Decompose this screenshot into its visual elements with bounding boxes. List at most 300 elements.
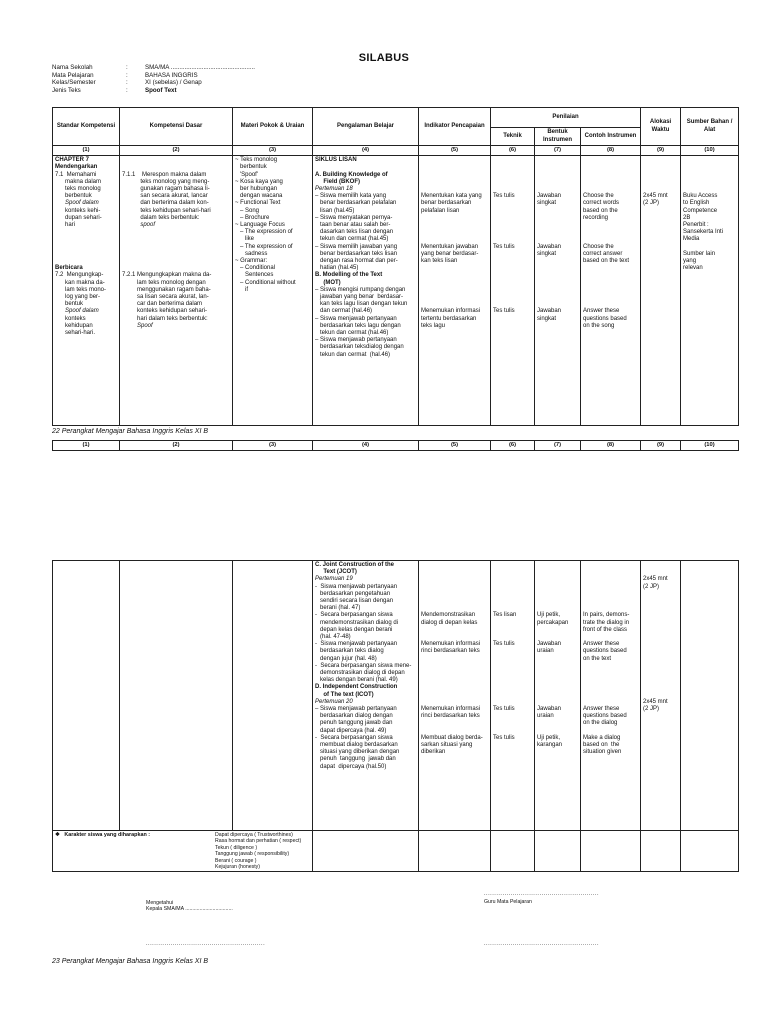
- cell-line: questions based: [583, 315, 627, 322]
- signature-left: [146, 900, 233, 913]
- mengetahui-label: Mengetahui: [146, 900, 174, 906]
- cell-line: [421, 627, 488, 634]
- cell-line: Sansekerta Inti: [683, 229, 724, 236]
- cell-line: – Siswa menjawab pertanyaan: [315, 315, 397, 322]
- cell-line: sehari-hari.: [55, 330, 96, 337]
- cell-line: Pertemuan 18: [315, 186, 353, 193]
- kepala-sekolah-label: Kepala SMA/MA .................................: [146, 906, 233, 913]
- cell-line: if: [235, 286, 249, 293]
- cell-line: - Secara berpasangan siswa: [315, 612, 393, 619]
- header-sumber-bahan: Sumber Bahan / Alat: [681, 108, 739, 146]
- cell-line: [537, 157, 578, 164]
- cell-line: dengan rasa hormat dan per-: [315, 258, 398, 265]
- cell-line: [537, 179, 578, 186]
- cell-line: [583, 699, 638, 706]
- cell-line: [683, 172, 736, 179]
- cell-line: front of the class: [583, 626, 628, 633]
- cell-line: [55, 229, 117, 236]
- cell-line: kan teks lisan: [421, 258, 458, 265]
- cell-line: hatian (hal.45): [315, 265, 359, 272]
- cell-line: [537, 728, 578, 735]
- cell-line: [493, 591, 532, 598]
- cell-line: [643, 172, 678, 179]
- cell-line: [421, 215, 488, 222]
- cell-line: [493, 663, 532, 670]
- cell-line: [493, 236, 532, 243]
- cell-line: 2B: [683, 214, 691, 221]
- cell-line: Tes lisan: [493, 612, 517, 619]
- cell-line: Pertemuan 19: [315, 576, 353, 583]
- page-footer-23: 23 Perangkat Mengajar Bahasa Inggris Kelas XI B: [52, 958, 209, 965]
- cell-line: [421, 584, 488, 591]
- col-number: (9): [641, 441, 681, 451]
- cell-line: [537, 591, 578, 598]
- cell-line: [583, 265, 638, 272]
- cell-line: questions based: [583, 713, 627, 720]
- cell-line: [537, 605, 578, 612]
- cell-line: dapat dipercaya (hal. 49): [315, 727, 387, 734]
- cell-contoh-instrumen: [581, 561, 641, 831]
- karakter-item: Dapat dipercaya ( Trustworthines): [215, 832, 293, 838]
- cell-line: [493, 265, 532, 272]
- cell-line: [493, 200, 532, 207]
- cell-line: dapat dipercaya (hal.50): [315, 763, 387, 770]
- cell-line: [493, 301, 532, 308]
- cell-line: [683, 164, 736, 171]
- cell-indikator: [419, 561, 491, 831]
- cell-line: [493, 251, 532, 258]
- cell-sumber-bahan: [681, 561, 739, 831]
- col-number: (4): [313, 146, 419, 156]
- cell-line: berani (hal. 47): [315, 605, 361, 612]
- cell-line: [537, 287, 578, 294]
- cell-line: teks kehidupan sehari-hari: [122, 207, 211, 214]
- cell-line: [493, 208, 532, 215]
- cell-line: - Siswa menjawab pertanyaan: [315, 641, 398, 648]
- cell-line: Membuat dialog berda-: [421, 734, 483, 741]
- cell-line: [643, 598, 678, 605]
- cell-line: [583, 164, 638, 171]
- cell-line: Mendemonstrasikan: [421, 612, 476, 619]
- cell-line: Menemukan informasi: [421, 641, 481, 648]
- cell-line: teks monolog: [55, 186, 101, 193]
- cell-line: to English: [683, 200, 710, 207]
- cell-line: 7.2 Mengungkap-: [55, 272, 104, 279]
- cell-line: questions based: [583, 648, 627, 655]
- cell-line: (2 JP): [643, 706, 660, 713]
- cell-line: recording: [583, 214, 609, 221]
- cell-teknik: [491, 561, 535, 831]
- cell-line: [643, 656, 678, 663]
- cell-line: [421, 598, 488, 605]
- cell-line: [421, 272, 488, 279]
- cell-line: [421, 229, 488, 236]
- cell-line: 7.1.1 Merespon makna dalam: [122, 171, 207, 178]
- cell-teknik: [491, 156, 535, 426]
- cell-line: uraian: [537, 713, 554, 720]
- col-number: (2): [120, 441, 233, 451]
- cell-line: [643, 663, 678, 670]
- cell-line: [421, 265, 488, 272]
- cell-line: [493, 280, 532, 287]
- cell-line: - Secara berpasangan siswa mene-: [315, 662, 412, 669]
- cell-line: [493, 670, 532, 677]
- header-kompetensi-dasar: Kompetensi Dasar: [120, 108, 233, 146]
- cell-line: [683, 179, 736, 186]
- cell-line: [421, 684, 488, 691]
- cell-line: [537, 272, 578, 279]
- cell-line: [421, 720, 488, 727]
- cell-line: Tes tulis: [493, 734, 515, 741]
- cell-line: [493, 720, 532, 727]
- meta-colon: :: [126, 71, 128, 79]
- cell-line: [493, 576, 532, 583]
- cell-line: [55, 258, 117, 265]
- col-number: (6): [491, 441, 535, 451]
- cell-line: [583, 684, 638, 691]
- cell-line: [421, 179, 488, 186]
- cell-line: based on the: [583, 207, 618, 214]
- cell-line: [421, 699, 488, 706]
- cell-line: [643, 692, 678, 699]
- cell-line: [643, 157, 678, 164]
- cell-line: Jawaban: [537, 641, 562, 648]
- empty-cell: [419, 831, 491, 872]
- cell-line: [421, 157, 488, 164]
- cell-line: tekun dan cermat (hal.46): [315, 330, 389, 337]
- cell-line: Answer these: [583, 706, 620, 713]
- header-bentuk-instrumen: Bentuk Instrumen: [535, 128, 581, 146]
- cell-line: [537, 720, 578, 727]
- cell-line: [421, 692, 488, 699]
- cell-line: [122, 236, 230, 243]
- cell-line: [421, 663, 488, 670]
- cell-line: Competence: [683, 207, 718, 214]
- cell-line: [421, 670, 488, 677]
- karakter-section: [53, 831, 313, 872]
- cell-line: A. Building Knowledge of: [315, 171, 388, 178]
- cell-line: – Conditional without: [235, 279, 296, 286]
- empty-cell: [581, 831, 641, 872]
- cell-line: [493, 713, 532, 720]
- cell-line: berbentuk: [235, 164, 267, 171]
- cell-kompetensi-dasar: [120, 156, 233, 426]
- cell-line: berdasarkan teks lagu dengan: [315, 322, 401, 329]
- cell-line: demonstrasikan dialog di depan: [315, 670, 405, 677]
- cell-line: rinci berdasarkan teks: [421, 648, 480, 655]
- cell-line: Sentences: [235, 272, 274, 279]
- cell-line: Text (JCOT): [315, 569, 357, 576]
- cell-line: [643, 641, 678, 648]
- cell-line: CHAPTER 7: [55, 157, 90, 164]
- cell-line: [537, 222, 578, 229]
- cell-line: [315, 164, 416, 171]
- cell-line: (hal. 47-48): [315, 634, 351, 641]
- header-standar-kompetensi: Standar Kompetensi: [53, 108, 120, 146]
- cell-line: [493, 294, 532, 301]
- cell-line: [583, 562, 638, 569]
- col-number: (10): [681, 146, 739, 156]
- cell-line: 'Spoof': [235, 171, 258, 178]
- cell-line: relevan: [683, 265, 703, 272]
- col-number: (7): [535, 441, 581, 451]
- cell-line: depan kelas dengan berani: [315, 626, 393, 633]
- cell-line: yang benar berdasar-: [421, 250, 479, 257]
- meta-colon: :: [126, 86, 128, 94]
- cell-line: Jawaban: [537, 308, 562, 315]
- cell-line: singkat: [537, 315, 557, 322]
- cell-line: Make a dialog: [583, 734, 621, 741]
- cell-line: [583, 605, 638, 612]
- cell-line: teks monolog yang meng-: [122, 178, 210, 185]
- cell-line: sendiri secara lisan dengan: [315, 598, 394, 605]
- cell-line: correct words: [583, 200, 620, 207]
- cell-line: spoof: [122, 222, 156, 229]
- cell-line: [493, 728, 532, 735]
- cell-line: [421, 164, 488, 171]
- cell-line: Answer these: [583, 308, 620, 315]
- cell-line: Pertemuan 20: [315, 698, 353, 705]
- cell-line: car dan berterima dalam: [122, 301, 203, 308]
- meta-row: [52, 64, 255, 72]
- cell-line: [421, 634, 488, 641]
- cell-line: [537, 208, 578, 215]
- meta-value: Spoof Text: [145, 86, 177, 94]
- cell-line: jawaban yang benar berdasar-: [315, 294, 404, 301]
- empty-cell: [491, 831, 535, 872]
- meta-row: [52, 72, 255, 80]
- cell-line: D. Independent Construction: [315, 684, 398, 691]
- meta-key: Nama Sekolah: [52, 64, 93, 71]
- page-footer-22: 22 Perangkat Mengajar Bahasa Inggris Kelas XI B: [52, 428, 209, 435]
- cell-line: Answer these: [583, 641, 620, 648]
- cell-line: dengan wacana: [235, 193, 283, 200]
- meta-colon: :: [126, 79, 128, 87]
- cell-line: gunakan ragam bahasa li-: [122, 186, 210, 193]
- col-number: (10): [681, 441, 739, 451]
- meta-key: Mata Pelajaran: [52, 71, 94, 79]
- column-number-strip: [52, 440, 739, 451]
- cell-line: [643, 591, 678, 598]
- cell-line: Tes tulis: [493, 706, 515, 713]
- cell-line: [643, 569, 678, 576]
- col-number: (7): [535, 146, 581, 156]
- cell-line: bentuk: [55, 301, 84, 308]
- karakter-list: [215, 832, 301, 870]
- cell-line: percakapan: [537, 619, 569, 626]
- karakter-label: Karakter siswa yang diharapkan :: [64, 832, 151, 838]
- cell-line: [583, 663, 638, 670]
- cell-line: [493, 272, 532, 279]
- meta-value: XI (sebelas) / Genap: [145, 79, 202, 87]
- col-number: (5): [419, 146, 491, 156]
- column-number-row: [53, 146, 739, 156]
- karakter-item: Tanggung jawab ( responsibility): [215, 851, 290, 858]
- meta-value: SMA/MA .................................................: [145, 64, 256, 71]
- cell-line: tekun dan cermat (hal.46): [315, 351, 391, 358]
- cell-line: ~ Language Focus: [235, 222, 285, 229]
- cell-line: [643, 634, 678, 641]
- cell-line: [537, 670, 578, 677]
- empty-cell: [313, 831, 419, 872]
- cell-line: Menentukan jawaban: [421, 243, 479, 250]
- cell-standar-kompetensi: [53, 561, 120, 831]
- cell-line: [643, 562, 678, 569]
- cell-line: 7.1 Memahami: [55, 171, 97, 178]
- syllabus-meta: [52, 64, 255, 94]
- col-number: (2): [120, 146, 233, 156]
- cell-line: – Siswa menyatakan pernya-: [315, 214, 393, 221]
- cell-line: [537, 584, 578, 591]
- cell-line: Berbicara: [55, 265, 83, 272]
- cell-materi-pokok: [233, 156, 313, 426]
- cell-line: [643, 620, 678, 627]
- cell-line: [493, 605, 532, 612]
- cell-line: [583, 287, 638, 294]
- cell-line: – Siswa mengisi rumpang dengan: [315, 286, 406, 293]
- cell-line: [493, 648, 532, 655]
- cell-line: ~ Teks monolog: [235, 157, 278, 164]
- cell-line: SIKLUS LISAN: [315, 157, 357, 164]
- signature-right-dots: ........................................................: [484, 941, 600, 947]
- cell-line: Spoof dalam: [55, 308, 99, 315]
- cell-line: on the text: [583, 655, 612, 662]
- cell-line: [583, 157, 638, 164]
- cell-line: [493, 699, 532, 706]
- cell-line: [643, 627, 678, 634]
- cell-line: of The text (ICOT): [315, 691, 374, 698]
- header-alokasi-waktu: Alokasi Waktu: [641, 108, 681, 146]
- meta-colon: :: [126, 64, 128, 71]
- cell-line: Choose the: [583, 193, 614, 200]
- cell-line: dasarkan teks lisan dengan: [315, 229, 394, 236]
- cell-line: [493, 287, 532, 294]
- cell-line: [537, 627, 578, 634]
- cell-line: berdasarkan dialog dengan: [315, 713, 393, 720]
- cell-line: [537, 294, 578, 301]
- cell-line: Tes tulis: [493, 308, 515, 315]
- signature-right-dots-top: ........................................................: [484, 891, 600, 897]
- empty-cell: [641, 831, 681, 872]
- cell-line: [493, 692, 532, 699]
- cell-line: [493, 222, 532, 229]
- cell-line: [421, 677, 488, 684]
- cell-line: – Conditional: [235, 265, 276, 272]
- cell-line: sarkan situasi yang: [421, 742, 473, 749]
- cell-line: [122, 157, 230, 164]
- cell-line: [583, 591, 638, 598]
- cell-line: sa lisan secara akurat, lan-: [122, 294, 209, 301]
- cell-line: [537, 634, 578, 641]
- cell-line: [683, 186, 736, 193]
- cell-line: [493, 229, 532, 236]
- cell-line: [537, 677, 578, 684]
- col-number: (8): [581, 441, 641, 451]
- document-title: SILABUS: [358, 52, 410, 64]
- cell-line: ~ Functional Text: [235, 200, 281, 207]
- cell-line: [537, 656, 578, 663]
- cell-line: singkat: [537, 200, 557, 207]
- empty-cell: [535, 831, 581, 872]
- col-number: (9): [641, 146, 681, 156]
- cell-line: Spoof dalam: [55, 200, 99, 207]
- cell-line: 2x45 mnt: [643, 193, 668, 200]
- cell-line: [537, 569, 578, 576]
- cell-line: [493, 584, 532, 591]
- col-number: (6): [491, 146, 535, 156]
- cell-line: [537, 236, 578, 243]
- cell-line: [493, 569, 532, 576]
- cell-line: [583, 229, 638, 236]
- cell-line: [421, 186, 488, 193]
- cell-line: konteks kehi-: [55, 207, 101, 214]
- cell-line: Tes tulis: [493, 641, 515, 648]
- cell-line: dupan sehari-: [55, 214, 102, 221]
- cell-line: [421, 294, 488, 301]
- cell-line: 7.2.1 Mengungkapkan makna da-: [122, 272, 212, 279]
- cell-line: [55, 236, 117, 243]
- cell-line: (2 JP): [643, 200, 660, 207]
- cell-line: 2x45 mnt: [643, 576, 668, 583]
- cell-line: uraian: [537, 648, 554, 655]
- cell-line: karangan: [537, 742, 563, 749]
- cell-line: [537, 164, 578, 171]
- cell-line: [537, 692, 578, 699]
- cell-line: [122, 251, 230, 258]
- cell-line: [537, 562, 578, 569]
- cell-line: hari dalam teks berbentuk:: [122, 315, 208, 322]
- cell-line: – Song: [235, 207, 260, 214]
- cell-line: Tes tulis: [493, 193, 515, 200]
- syllabus-table-page-1: [52, 107, 739, 426]
- cell-line: pelafalan lisan: [421, 207, 460, 214]
- cell-line: Buku Access: [683, 193, 718, 200]
- cell-line: [493, 598, 532, 605]
- cell-line: [122, 258, 230, 265]
- cell-line: [643, 612, 678, 619]
- cell-line: [122, 265, 230, 272]
- cell-line: [583, 280, 638, 287]
- signature-left-dots: ..........................................................: [146, 941, 266, 947]
- cell-line: [537, 229, 578, 236]
- cell-line: – The expression of: [235, 243, 293, 250]
- cell-line: kan teks lagu lisan dengan tekun: [315, 301, 408, 308]
- cell-line: [583, 584, 638, 591]
- cell-line: [493, 164, 532, 171]
- cell-line: [537, 186, 578, 193]
- cell-line: [537, 172, 578, 179]
- cell-line: - Siswa menjawab pertanyaan: [315, 583, 398, 590]
- cell-line: [493, 634, 532, 641]
- cell-line: benar berdasarkan pelafalan: [315, 200, 397, 207]
- header-penilaian: Penilaian: [491, 108, 641, 128]
- cell-line: [421, 605, 488, 612]
- cell-line: C. Joint Construction of the: [315, 562, 394, 568]
- cell-line: [537, 684, 578, 691]
- cell-line: [55, 251, 117, 258]
- cell-line: hari: [55, 222, 76, 229]
- cell-line: [421, 172, 488, 179]
- cell-line: [583, 692, 638, 699]
- cell-line: Jawaban: [537, 193, 562, 200]
- cell-line: [583, 222, 638, 229]
- cell-line: – Siswa memilih kata yang: [315, 193, 387, 200]
- cell-line: [493, 179, 532, 186]
- header-teknik: Teknik: [491, 128, 535, 146]
- cell-line: [583, 634, 638, 641]
- cell-line: [493, 627, 532, 634]
- cell-line: Choose the: [583, 243, 614, 250]
